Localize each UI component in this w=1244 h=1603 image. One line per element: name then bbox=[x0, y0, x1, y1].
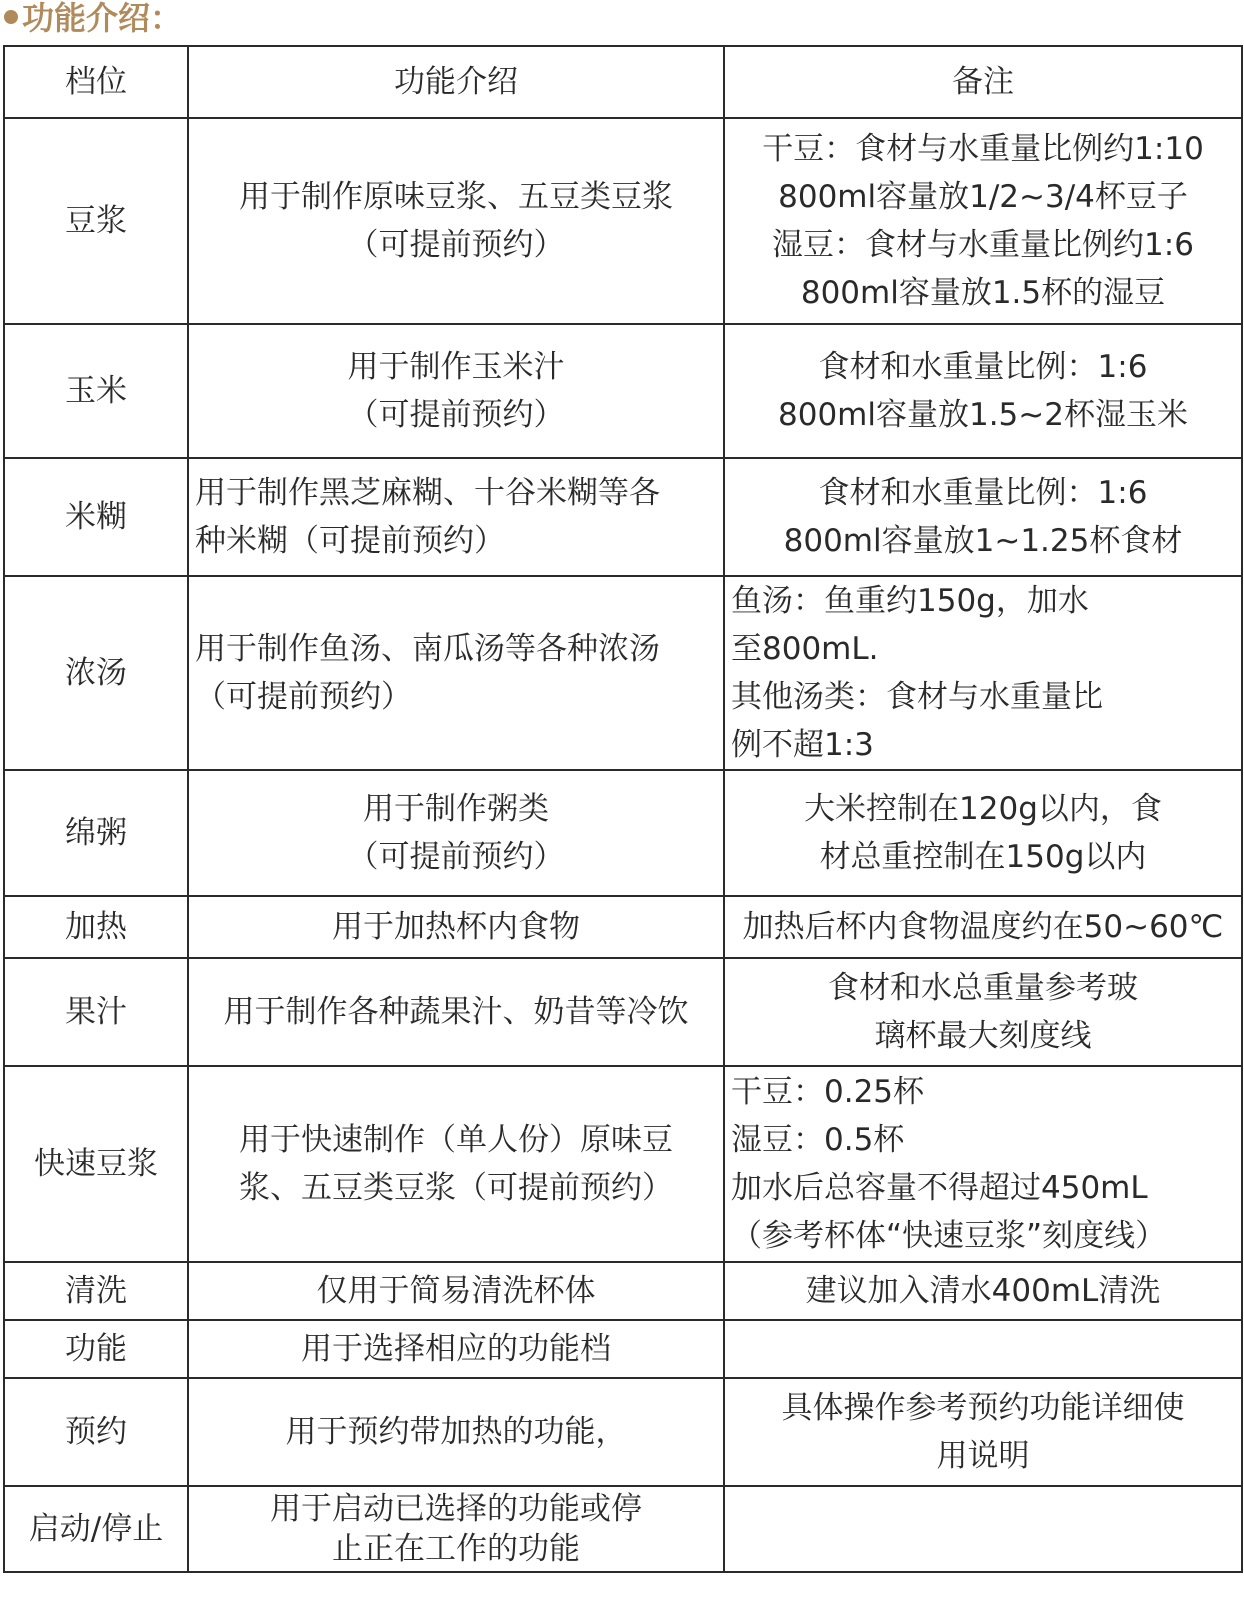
note-line: 大米控制在120g以内，食 bbox=[804, 791, 1162, 827]
table-row bbox=[4, 1378, 1242, 1486]
note-line: 加热后杯内食物温度约在50~60℃ bbox=[742, 909, 1224, 945]
mode-description bbox=[188, 1066, 724, 1262]
note-line: 800ml容量放1.5~2杯湿玉米 bbox=[778, 397, 1188, 433]
header-cell: 备注 bbox=[724, 46, 1242, 118]
note-line: 具体操作参考预约功能详细使 bbox=[781, 1390, 1185, 1426]
description-line: （可提前预约） bbox=[347, 227, 565, 263]
note-line: 材总重控制在150g以内 bbox=[819, 839, 1147, 875]
bullet-icon bbox=[4, 10, 18, 24]
description-line: 用于快速制作（单人份）原味豆 bbox=[239, 1122, 673, 1158]
note-line: 加水后总容量不得超过450mL bbox=[731, 1170, 1148, 1206]
note-line: 800ml容量放1/2~3/4杯豆子 bbox=[778, 179, 1188, 215]
table-row bbox=[4, 1066, 1242, 1262]
description-line: 用于预约带加热的功能， bbox=[285, 1414, 627, 1450]
table-row bbox=[4, 576, 1242, 770]
mode-description bbox=[188, 1378, 724, 1486]
table-row bbox=[4, 896, 1242, 958]
mode-name: 启动/停止 bbox=[4, 1486, 188, 1572]
table-row bbox=[4, 118, 1242, 324]
mode-name: 绵粥 bbox=[4, 770, 188, 896]
description-line: 仅用于简易清洗杯体 bbox=[316, 1273, 596, 1309]
mode-description bbox=[188, 1262, 724, 1320]
mode-description bbox=[188, 958, 724, 1066]
table-header-row bbox=[4, 46, 1242, 118]
mode-name: 玉米 bbox=[4, 324, 188, 458]
description-line: 用于制作鱼汤、南瓜汤等各种浓汤 bbox=[195, 631, 660, 667]
description-line: 用于启动已选择的功能或停 bbox=[270, 1491, 642, 1527]
note-line: 至800mL. bbox=[731, 631, 879, 667]
description-line: （可提前预约） bbox=[195, 679, 412, 715]
table-row bbox=[4, 1486, 1242, 1572]
mode-name: 预约 bbox=[4, 1378, 188, 1486]
mode-name: 浓汤 bbox=[4, 576, 188, 770]
mode-description bbox=[188, 896, 724, 958]
mode-name: 米糊 bbox=[4, 458, 188, 576]
mode-name: 快速豆浆 bbox=[4, 1066, 188, 1262]
note-line: 璃杯最大刻度线 bbox=[874, 1018, 1092, 1054]
table-row bbox=[4, 1320, 1242, 1378]
note-line: 鱼汤：鱼重约150g，加水 bbox=[731, 583, 1089, 619]
mode-name: 加热 bbox=[4, 896, 188, 958]
table-row bbox=[4, 1262, 1242, 1320]
description-line: 用于制作粥类 bbox=[363, 791, 549, 827]
note-line: 食材和水重量比例：1:6 bbox=[818, 349, 1148, 385]
note-line: 例不超1:3 bbox=[731, 727, 874, 763]
mode-name: 豆浆 bbox=[4, 118, 188, 324]
note-line: 食材和水重量比例：1:6 bbox=[818, 475, 1148, 511]
mode-note bbox=[724, 1066, 1242, 1262]
description-line: 浆、五豆类豆浆（可提前预约） bbox=[239, 1170, 673, 1206]
note-line: 干豆：0.25杯 bbox=[731, 1074, 925, 1110]
table-row bbox=[4, 458, 1242, 576]
table-row bbox=[4, 958, 1242, 1066]
function-table bbox=[3, 45, 1243, 1573]
mode-note bbox=[724, 458, 1242, 576]
header-cell: 功能介绍 bbox=[188, 46, 724, 118]
description-line: （可提前预约） bbox=[347, 397, 565, 433]
note-line: 食材和水总重量参考玻 bbox=[828, 970, 1138, 1006]
mode-note bbox=[724, 576, 1242, 770]
mode-note-empty bbox=[724, 1486, 1242, 1572]
table-row bbox=[4, 770, 1242, 896]
description-line: （可提前预约） bbox=[347, 839, 565, 875]
mode-note bbox=[724, 770, 1242, 896]
note-line: （参考杯体“快速豆浆”刻度线） bbox=[731, 1218, 1167, 1254]
note-line: 800ml容量放1~1.25杯食材 bbox=[783, 523, 1183, 559]
header-cell: 档位 bbox=[4, 46, 188, 118]
mode-description bbox=[188, 576, 724, 770]
mode-description bbox=[188, 118, 724, 324]
description-line: 用于加热杯内食物 bbox=[332, 909, 580, 945]
section-title bbox=[4, 0, 182, 40]
mode-description bbox=[188, 324, 724, 458]
note-line: 干豆：食材与水重量比例约1:10 bbox=[762, 131, 1204, 167]
mode-note bbox=[724, 1262, 1242, 1320]
note-line: 其他汤类：食材与水重量比 bbox=[731, 679, 1103, 715]
description-line: 止正在工作的功能 bbox=[332, 1531, 580, 1567]
description-line: 用于制作黑芝麻糊、十谷米糊等各 bbox=[195, 475, 660, 511]
mode-name: 果汁 bbox=[4, 958, 188, 1066]
description-line: 用于制作原味豆浆、五豆类豆浆 bbox=[239, 179, 673, 215]
mode-description bbox=[188, 458, 724, 576]
description-line: 种米糊（可提前预约） bbox=[195, 523, 505, 559]
mode-note bbox=[724, 118, 1242, 324]
mode-description bbox=[188, 770, 724, 896]
description-line: 用于制作玉米汁 bbox=[347, 349, 565, 385]
mode-note-empty bbox=[724, 1320, 1242, 1378]
note-line: 湿豆：0.5杯 bbox=[731, 1122, 905, 1158]
mode-name: 清洗 bbox=[4, 1262, 188, 1320]
description-line: 用于制作各种蔬果汁、奶昔等冷饮 bbox=[223, 994, 689, 1030]
mode-note bbox=[724, 1378, 1242, 1486]
note-line: 湿豆：食材与水重量比例约1:6 bbox=[772, 227, 1194, 263]
mode-name: 功能 bbox=[4, 1320, 188, 1378]
description-line: 用于选择相应的功能档 bbox=[301, 1331, 611, 1367]
mode-description bbox=[188, 1320, 724, 1378]
note-line: 800ml容量放1.5杯的湿豆 bbox=[800, 275, 1166, 311]
table-row bbox=[4, 324, 1242, 458]
mode-note bbox=[724, 324, 1242, 458]
note-line: 用说明 bbox=[936, 1438, 1030, 1474]
mode-note bbox=[724, 896, 1242, 958]
section-title-text: 功能介绍： bbox=[22, 0, 183, 37]
mode-note bbox=[724, 958, 1242, 1066]
mode-description bbox=[188, 1486, 724, 1572]
note-line: 建议加入清水400mL清洗 bbox=[805, 1273, 1161, 1309]
